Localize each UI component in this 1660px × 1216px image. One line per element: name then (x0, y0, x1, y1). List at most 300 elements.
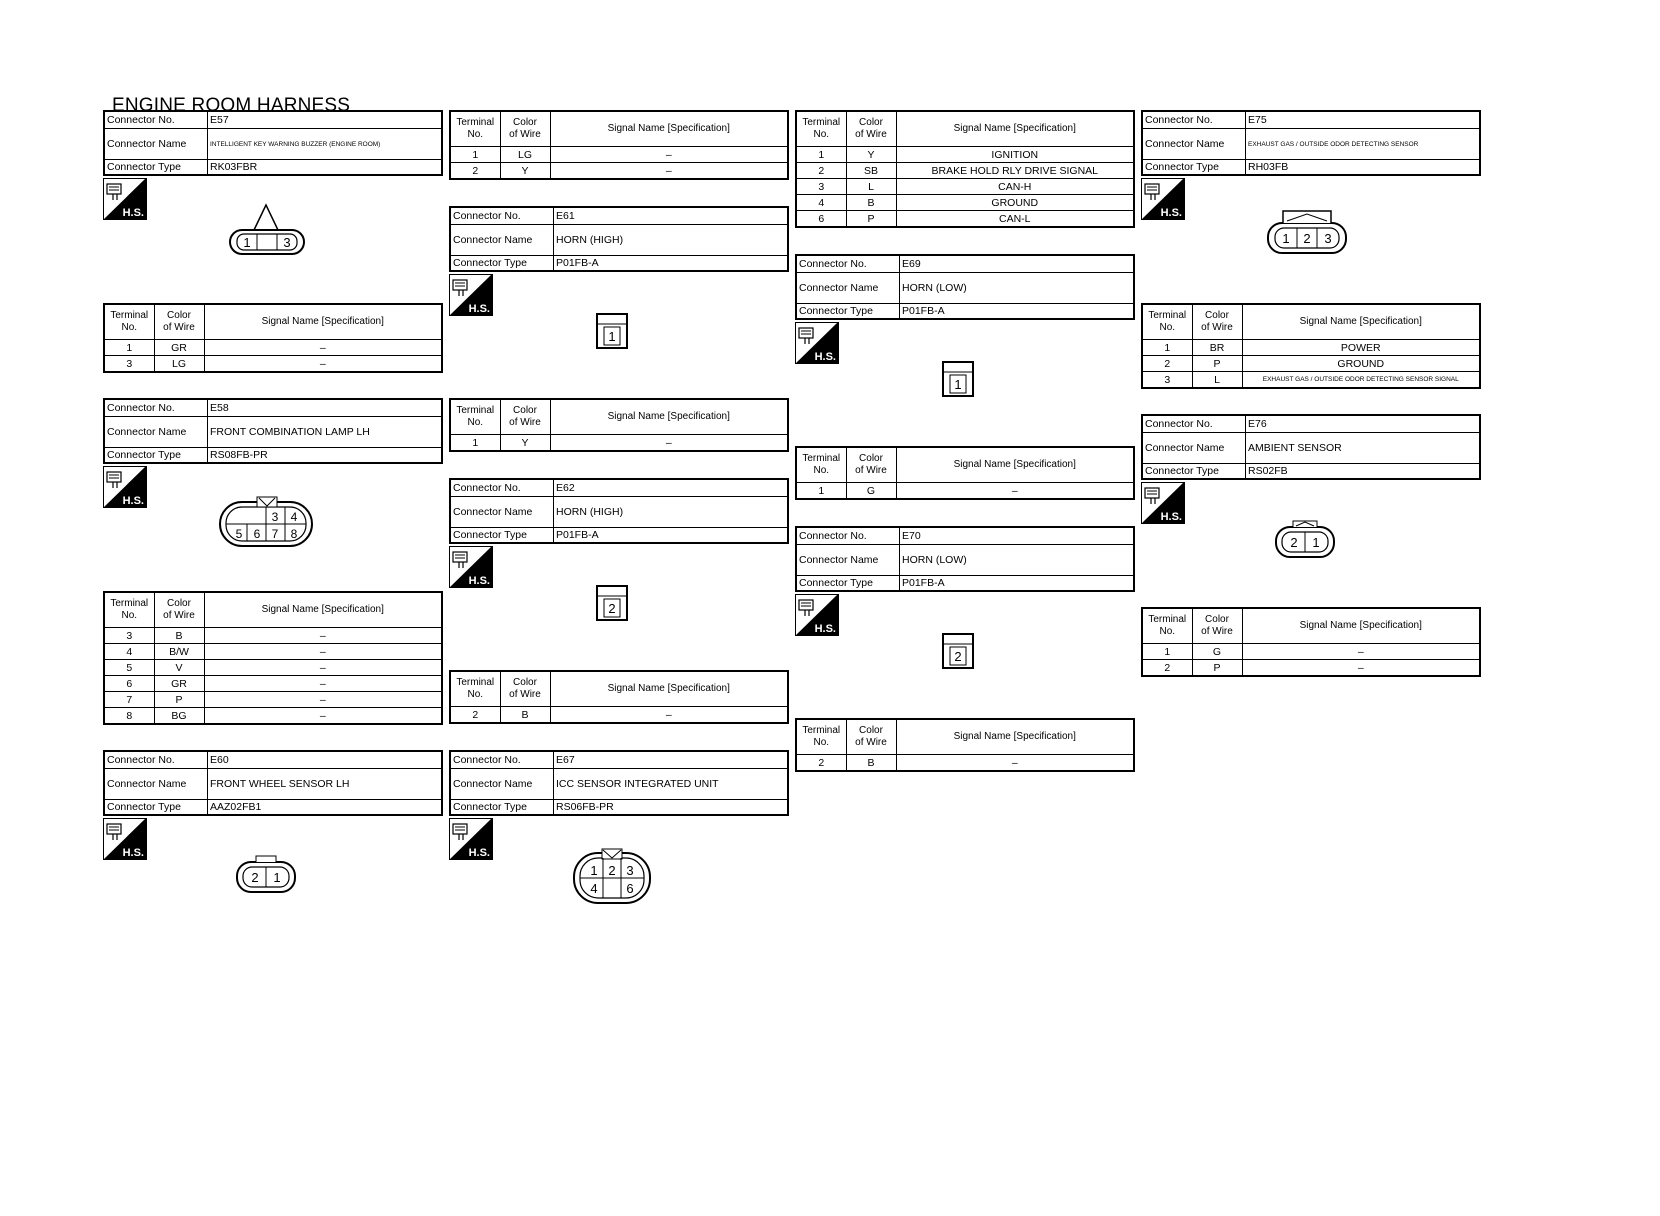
hdr: No. (467, 129, 484, 140)
connector-info-e62 (449, 478, 789, 544)
pin-label: 2 (1303, 231, 1311, 246)
label: Connector No. (796, 527, 900, 545)
label: Connector Name (450, 497, 554, 528)
col-header-signal: Signal Name [Specification] (896, 111, 1134, 147)
label: Connector No. (450, 207, 554, 225)
connector-info-e75 (1141, 110, 1481, 176)
cell: – (896, 755, 1134, 772)
connector-no: E57 (208, 111, 443, 129)
cell: 3 (104, 356, 154, 373)
cell: GR (154, 340, 204, 356)
cell: LG (154, 356, 204, 373)
col-header-signal: Signal Name [Specification] (896, 719, 1134, 755)
col-header-terminal (450, 399, 500, 435)
label: Connector Type (450, 528, 554, 544)
label: Connector Name (104, 129, 208, 160)
hs-label: H.S. (468, 575, 490, 587)
terminal-table-e58 (103, 591, 443, 725)
pin-label: 6 (253, 527, 261, 541)
connector-type: RS08FB-PR (208, 448, 443, 464)
connector-type: AAZ02FB1 (208, 800, 443, 816)
cell: CAN-H (896, 179, 1134, 195)
label: Connector Type (796, 576, 900, 592)
cell: CAN-L (896, 211, 1134, 228)
table-row (796, 195, 1134, 211)
pin-label: 2 (251, 870, 259, 885)
table-row (450, 435, 788, 452)
pin-label: 1 (273, 870, 281, 885)
pin-label: 3 (1324, 231, 1332, 246)
hs-label: H.S. (122, 495, 144, 507)
table-row (796, 147, 1134, 163)
hdr: Terminal (1148, 614, 1187, 625)
cell: 4 (796, 195, 846, 211)
col-header-terminal (104, 592, 154, 628)
col-header-color (846, 719, 896, 755)
cell: 2 (1142, 356, 1192, 372)
harness-side-icon (103, 818, 147, 860)
connector-no: E60 (208, 751, 443, 769)
harness-side-icon (795, 594, 839, 636)
cell: P (846, 211, 896, 228)
harness-side-icon (103, 178, 147, 220)
terminal-table-e60 (795, 110, 1135, 228)
hdr: Terminal (802, 453, 841, 464)
label: Connector Name (104, 417, 208, 448)
col-header-terminal (450, 671, 500, 707)
label: Connector Type (104, 160, 208, 176)
col-header-signal: Signal Name [Specification] (550, 671, 788, 707)
cell: – (204, 356, 442, 373)
harness-side-icon (449, 818, 493, 860)
table-row (104, 660, 442, 676)
label: Connector No. (796, 255, 900, 273)
hdr: of Wire (855, 465, 887, 476)
cell: 1 (1142, 340, 1192, 356)
label: Connector Type (450, 256, 554, 272)
pin-label: 1 (954, 377, 962, 392)
col-header-color (500, 111, 550, 147)
connector-name: ICC SENSOR INTEGRATED UNIT (554, 769, 789, 800)
cell: B/W (154, 644, 204, 660)
hs-label: H.S. (1160, 511, 1182, 523)
cell: 3 (796, 179, 846, 195)
cell: L (1192, 372, 1242, 389)
cell: GROUND (1242, 356, 1480, 372)
cell: 2 (796, 163, 846, 179)
connector-name: EXHAUST GAS / OUTSIDE ODOR DETECTING SENSOR (1246, 129, 1481, 160)
hdr: of Wire (1201, 322, 1233, 333)
cell: G (1192, 644, 1242, 660)
cell: 1 (104, 340, 154, 356)
cell: 2 (450, 163, 500, 180)
connector-name: HORN (HIGH) (554, 225, 789, 256)
table-row (104, 628, 442, 644)
connector-diagram-e67 (570, 845, 655, 907)
table-row (104, 708, 442, 725)
connector-name: HORN (LOW) (900, 273, 1135, 304)
harness-side-icon (795, 322, 839, 364)
page-title: ENGINE ROOM HARNESS (112, 95, 351, 116)
table-row (1142, 356, 1480, 372)
hdr: of Wire (163, 322, 195, 333)
col-header-color (846, 447, 896, 483)
connector-info-e60 (103, 750, 443, 816)
cell: P (1192, 660, 1242, 677)
col-header-color (1192, 304, 1242, 340)
cell: 5 (104, 660, 154, 676)
cell: Y (500, 163, 550, 180)
cell: – (1242, 660, 1480, 677)
connector-no: E58 (208, 399, 443, 417)
cell: L (846, 179, 896, 195)
col-header-color (1192, 608, 1242, 644)
pin-label: 1 (608, 329, 616, 344)
cell: GROUND (896, 195, 1134, 211)
harness-side-icon (449, 546, 493, 588)
cell: 1 (450, 147, 500, 163)
pin-label: 6 (626, 881, 634, 896)
connector-name: FRONT WHEEL SENSOR LH (208, 769, 443, 800)
col-header-signal: Signal Name [Specification] (1242, 304, 1480, 340)
table-row (796, 179, 1134, 195)
col-header-terminal (1142, 608, 1192, 644)
cell: B (500, 707, 550, 724)
pin-label: 5 (235, 527, 243, 541)
table-row (1142, 644, 1480, 660)
label: Connector Name (1142, 433, 1246, 464)
table-row (1142, 372, 1480, 389)
cell: 2 (450, 707, 500, 724)
label: Connector Name (450, 225, 554, 256)
label: Connector No. (1142, 415, 1246, 433)
hdr: of Wire (163, 610, 195, 621)
hdr: Color (167, 598, 191, 609)
hdr: No. (813, 465, 830, 476)
connector-type: RS02FB (1246, 464, 1481, 480)
table-row (450, 707, 788, 724)
label: Connector Name (796, 545, 900, 576)
connector-name: HORN (LOW) (900, 545, 1135, 576)
hs-label: H.S. (122, 847, 144, 859)
cell: B (846, 195, 896, 211)
table-row (796, 163, 1134, 179)
hdr: Color (1205, 310, 1229, 321)
pin-label: 3 (271, 510, 279, 524)
cell: – (896, 483, 1134, 500)
label: Connector Name (104, 769, 208, 800)
cell: G (846, 483, 896, 500)
col-header-color (846, 111, 896, 147)
hdr: Color (859, 453, 883, 464)
table-row (1142, 660, 1480, 677)
cell: – (550, 435, 788, 452)
table-row (104, 676, 442, 692)
cell: – (550, 707, 788, 724)
cell: LG (500, 147, 550, 163)
connector-info-e61 (449, 206, 789, 272)
harness-side-icon (103, 466, 147, 508)
cell: V (154, 660, 204, 676)
cell: GR (154, 676, 204, 692)
harness-side-icon (449, 274, 493, 316)
connector-diagram-e62 (595, 584, 631, 624)
cell: Y (846, 147, 896, 163)
connector-diagram-e60 (232, 850, 302, 898)
label: Connector Type (1142, 160, 1246, 176)
terminal-table-e75 (1141, 303, 1481, 389)
col-header-signal: Signal Name [Specification] (1242, 608, 1480, 644)
col-header-signal: Signal Name [Specification] (204, 592, 442, 628)
pin-label: 1 (1312, 535, 1320, 550)
hdr: No. (121, 322, 138, 333)
connector-no: E61 (554, 207, 789, 225)
col-header-terminal (796, 719, 846, 755)
label: Connector No. (104, 751, 208, 769)
label: Connector Name (450, 769, 554, 800)
table-row (104, 692, 442, 708)
hdr: Color (859, 117, 883, 128)
pin-label: 1 (243, 235, 251, 250)
col-header-terminal (796, 111, 846, 147)
col-header-terminal (450, 111, 500, 147)
table-row (450, 163, 788, 180)
col-header-color (500, 399, 550, 435)
hdr: Color (513, 405, 537, 416)
hdr: No. (813, 129, 830, 140)
label: Connector Type (104, 800, 208, 816)
table-row (104, 644, 442, 660)
connector-info-e76 (1141, 414, 1481, 480)
label: Connector No. (450, 751, 554, 769)
terminal-table-e61 (449, 398, 789, 452)
connector-info-e67 (449, 750, 789, 816)
cell: – (1242, 644, 1480, 660)
table-row (104, 340, 442, 356)
hdr: No. (467, 417, 484, 428)
hdr: Color (513, 117, 537, 128)
connector-name: FRONT COMBINATION LAMP LH (208, 417, 443, 448)
label: Connector Type (104, 448, 208, 464)
hdr: Terminal (456, 117, 495, 128)
cell: – (550, 147, 788, 163)
hdr: Color (1205, 614, 1229, 625)
pin-label: 2 (608, 863, 616, 878)
connector-diagram-e70 (941, 632, 977, 672)
cell: 8 (104, 708, 154, 725)
hdr: of Wire (509, 129, 541, 140)
terminal-table-e57b (449, 110, 789, 180)
cell: 1 (796, 483, 846, 500)
label: Connector Name (1142, 129, 1246, 160)
hs-label: H.S. (814, 623, 836, 635)
connector-no: E62 (554, 479, 789, 497)
cell: – (204, 644, 442, 660)
hdr: Terminal (802, 117, 841, 128)
harness-side-icon (1141, 178, 1185, 220)
col-header-terminal (1142, 304, 1192, 340)
connector-diagram-e58 (215, 492, 320, 552)
connector-type: P01FB-A (554, 528, 789, 544)
cell: BG (154, 708, 204, 725)
hdr: of Wire (509, 689, 541, 700)
terminal-table-e62 (449, 670, 789, 724)
hdr: Terminal (456, 677, 495, 688)
connector-type: P01FB-A (900, 304, 1135, 320)
pin-label: 1 (590, 863, 598, 878)
hdr: Terminal (802, 725, 841, 736)
cell: B (846, 755, 896, 772)
pin-label: 2 (1290, 535, 1298, 550)
cell: – (550, 163, 788, 180)
hs-label: H.S. (468, 303, 490, 315)
pin-label: 8 (290, 527, 298, 541)
label: Connector No. (450, 479, 554, 497)
col-header-color (154, 592, 204, 628)
hdr: of Wire (1201, 626, 1233, 637)
cell: EXHAUST GAS / OUTSIDE ODOR DETECTING SENSOR SIGNAL (1242, 372, 1480, 389)
hdr: No. (1159, 322, 1176, 333)
cell: 1 (1142, 644, 1192, 660)
label: Connector Type (450, 800, 554, 816)
cell: P (1192, 356, 1242, 372)
connector-info-e69 (795, 254, 1135, 320)
cell: 6 (104, 676, 154, 692)
connector-type: RS06FB-PR (554, 800, 789, 816)
col-header-color (154, 304, 204, 340)
connector-diagram-e61 (595, 312, 631, 352)
cell: 3 (104, 628, 154, 644)
table-row (796, 483, 1134, 500)
label: Connector No. (104, 111, 208, 129)
connector-diagram-e76 (1272, 515, 1340, 563)
pin-label: 7 (271, 527, 279, 541)
cell: 2 (1142, 660, 1192, 677)
cell: 2 (796, 755, 846, 772)
cell: 4 (104, 644, 154, 660)
hdr: No. (813, 737, 830, 748)
hdr: No. (467, 689, 484, 700)
pin-label: 4 (590, 881, 598, 896)
connector-no: E69 (900, 255, 1135, 273)
connector-no: E67 (554, 751, 789, 769)
terminal-table-e76 (1141, 607, 1481, 677)
terminal-table-e70 (795, 718, 1135, 772)
cell: B (154, 628, 204, 644)
pin-label: 3 (283, 235, 291, 250)
cell: Y (500, 435, 550, 452)
hs-label: H.S. (122, 207, 144, 219)
col-header-signal: Signal Name [Specification] (550, 399, 788, 435)
cell: 1 (450, 435, 500, 452)
cell: IGNITION (896, 147, 1134, 163)
connector-name: HORN (HIGH) (554, 497, 789, 528)
hdr: Terminal (1148, 310, 1187, 321)
cell: BRAKE HOLD RLY DRIVE SIGNAL (896, 163, 1134, 179)
label: Connector Name (796, 273, 900, 304)
hdr: Terminal (456, 405, 495, 416)
cell: P (154, 692, 204, 708)
hs-label: H.S. (468, 847, 490, 859)
hdr: of Wire (509, 417, 541, 428)
cell: 3 (1142, 372, 1192, 389)
cell: – (204, 692, 442, 708)
cell: SB (846, 163, 896, 179)
connector-diagram-e57 (220, 200, 320, 260)
cell: – (204, 628, 442, 644)
hdr: of Wire (855, 737, 887, 748)
table-row (796, 211, 1134, 228)
connector-no: E76 (1246, 415, 1481, 433)
table-row (796, 755, 1134, 772)
connector-type: P01FB-A (900, 576, 1135, 592)
connector-info-e57 (103, 110, 443, 176)
col-header-terminal (104, 304, 154, 340)
hdr: Color (513, 677, 537, 688)
terminal-table-e69 (795, 446, 1135, 500)
table-row (104, 356, 442, 373)
connector-info-e70 (795, 526, 1135, 592)
hdr: of Wire (855, 129, 887, 140)
pin-label: 2 (608, 601, 616, 616)
cell: – (204, 340, 442, 356)
label: Connector Type (1142, 464, 1246, 480)
pin-label: 3 (626, 863, 634, 878)
label: Connector No. (1142, 111, 1246, 129)
hdr: No. (1159, 626, 1176, 637)
connector-name: INTELLIGENT KEY WARNING BUZZER (ENGINE ROOM) (208, 129, 443, 160)
connector-no: E75 (1246, 111, 1481, 129)
connector-type: P01FB-A (554, 256, 789, 272)
hdr: Color (167, 310, 191, 321)
cell: 7 (104, 692, 154, 708)
col-header-color (500, 671, 550, 707)
col-header-signal: Signal Name [Specification] (204, 304, 442, 340)
table-row (450, 147, 788, 163)
hdr: Terminal (110, 598, 149, 609)
connector-diagram-e69 (941, 360, 977, 400)
hdr: No. (121, 610, 138, 621)
terminal-table-e57 (103, 303, 443, 373)
cell: – (204, 660, 442, 676)
pin-label: 1 (1282, 231, 1290, 246)
connector-type: RH03FB (1246, 160, 1481, 176)
connector-info-e58 (103, 398, 443, 464)
label: Connector No. (104, 399, 208, 417)
pin-label: 2 (954, 649, 962, 664)
col-header-signal: Signal Name [Specification] (896, 447, 1134, 483)
hs-label: H.S. (1160, 207, 1182, 219)
col-header-terminal (796, 447, 846, 483)
label: Connector Type (796, 304, 900, 320)
cell: 1 (796, 147, 846, 163)
table-row (1142, 340, 1480, 356)
connector-diagram-e75 (1265, 205, 1350, 257)
connector-no: E70 (900, 527, 1135, 545)
col-header-signal: Signal Name [Specification] (550, 111, 788, 147)
hdr: Terminal (110, 310, 149, 321)
harness-side-icon (1141, 482, 1185, 524)
connector-type: RK03FBR (208, 160, 443, 176)
hdr: Color (859, 725, 883, 736)
cell: – (204, 676, 442, 692)
hs-label: H.S. (814, 351, 836, 363)
cell: 6 (796, 211, 846, 228)
cell: – (204, 708, 442, 725)
cell: POWER (1242, 340, 1480, 356)
connector-name: AMBIENT SENSOR (1246, 433, 1481, 464)
cell: BR (1192, 340, 1242, 356)
